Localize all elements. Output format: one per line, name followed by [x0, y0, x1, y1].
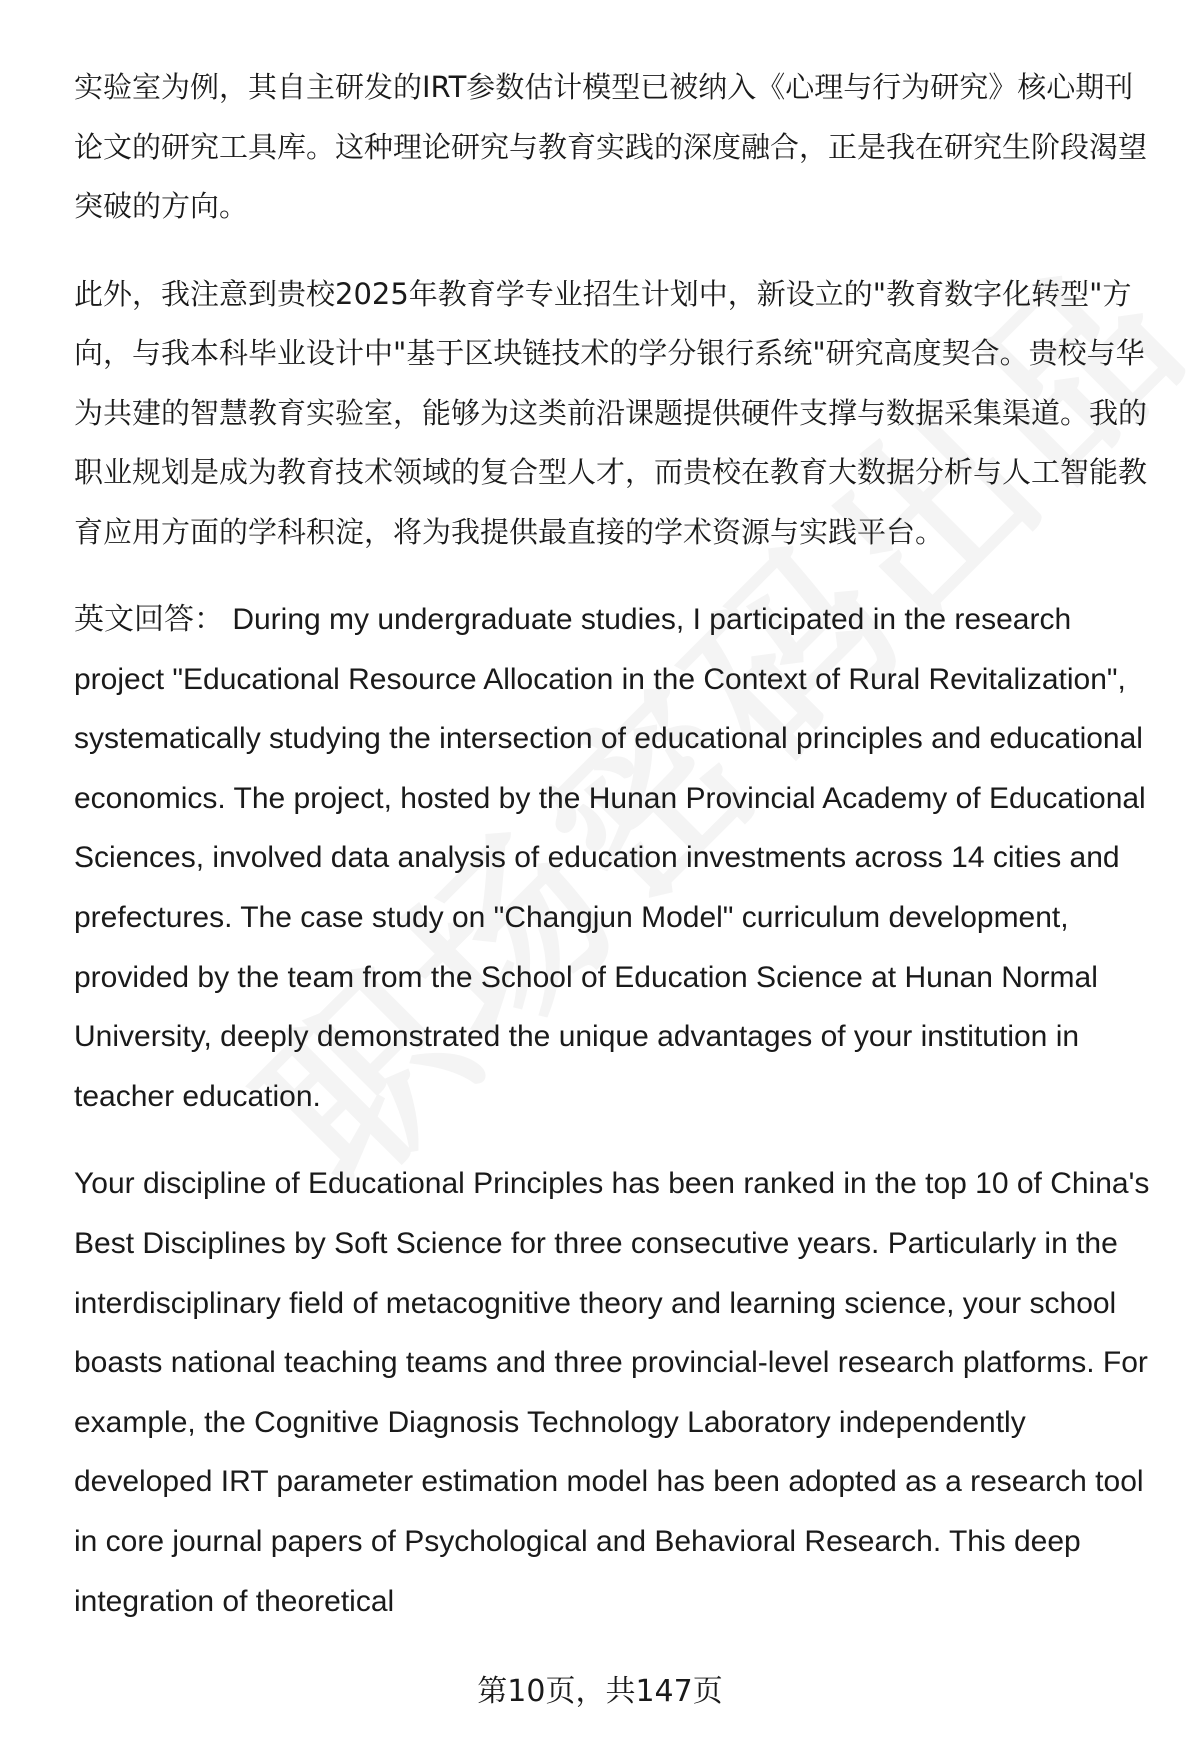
paragraph-zh-1: 实验室为例，其自主研发的IRT参数估计模型已被纳入《心理与行为研究》核心期刊论文的研究工具库。这种理论研究与教育实践的深度融合，正是我在研究生阶段渴望突破的方向。	[74, 70, 1148, 223]
page-number-footer: 第10页，共147页	[477, 1674, 723, 1709]
paragraph-zh-2: 此外，我注意到贵校2025年教育学专业招生计划中，新设立的"教育数字化转型"方向，与我本科毕业设计中"基于区块链技术的学分银行系统"研究高度契合。贵校与华为共建的智慧教育实验室，能够为这类前沿课题提供硬件支撑与数据采集渠道。我的职业规划是成为教育技术领域的复合型人才，而贵校在教育大数据分析与人工智能教育应用方面的学科积淀，将为我提供最直接的学术资源与实践平台。	[74, 276, 1148, 549]
paragraph-en-1: 英文回答： During my undergraduate studies, I participated in the research project "Educational Resource Allocation in the Context of Rural Revitalization", systematically studying the intersection of educational principles and educational economics. The project, hosted by the Hunan Provincial Academy of Educational Sciences, involved data analysis of education investments across 14 cities and prefectures. The case study on "Changjun Model" curriculum development, provided by the team from the School of Education Science at Hunan Normal University, deeply demonstrated the unique advantages of your institution in teacher education.	[74, 603, 1146, 1113]
paragraph-en-2: Your discipline of Educational Principles has been ranked in the top 10 of China's Best Disciplines by Soft Science for three consecutive years. Particularly in the interdisciplinary field of metacognitive theory and learning science, your school boasts national teaching teams and three provincial-level research platforms. For example, the Cognitive Diagnosis Technology Laboratory independently developed IRT parameter estimation model has been adopted as a research tool in core journal papers of Psychological and Behavioral Research. This deep integration of theoretical	[74, 1167, 1150, 1618]
document-body	[74, 58, 1160, 1659]
